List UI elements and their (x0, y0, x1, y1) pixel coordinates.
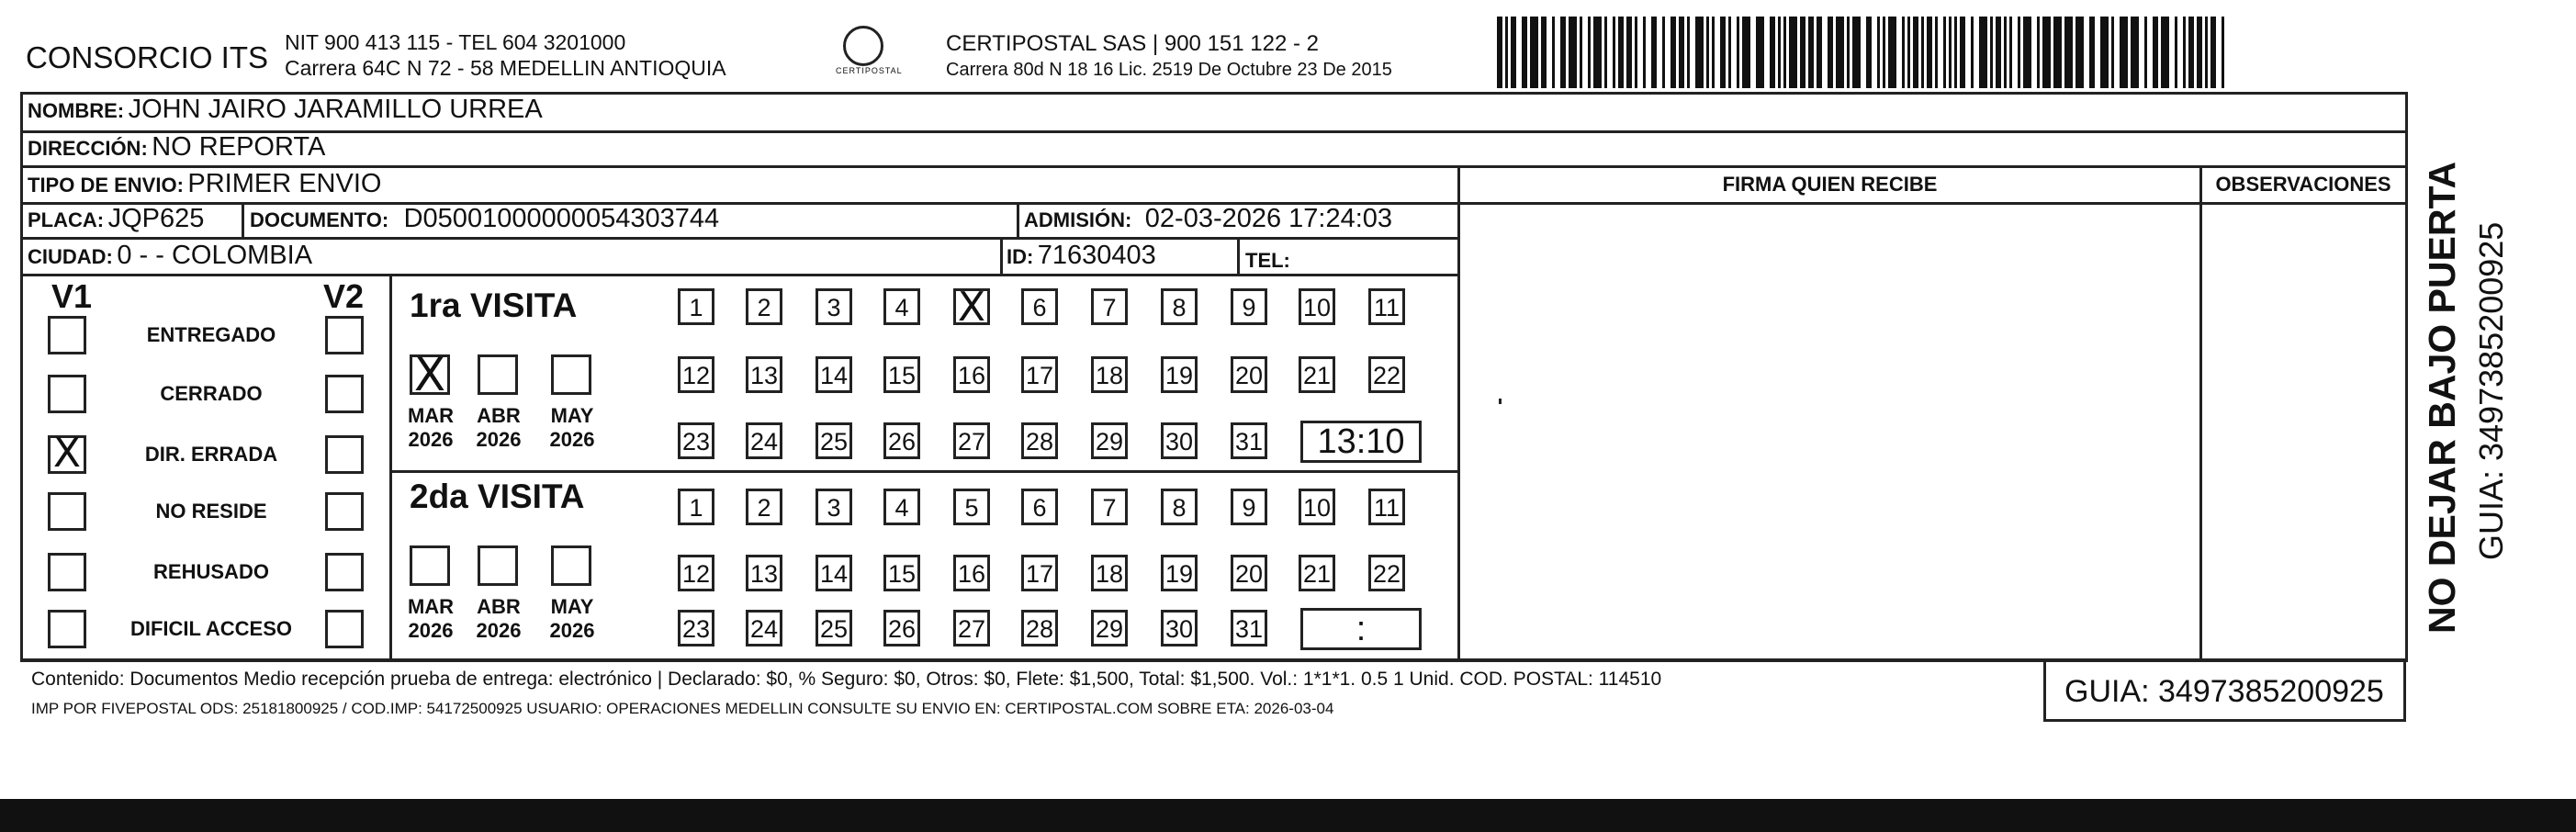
v2-header: V2 (323, 277, 365, 315)
footer-contents-line: Contenido: Documentos Medio recepción prueba de entrega: electrónico | Declarado: $0, % Seguro: $0, Otros: $0, Flete: $1,500, Total: $1,500. Vol.: 1*1*1. 0.5 1 Unid. COD. POSTAL: 114510 (31, 669, 1662, 690)
second-visit-month-label: MAY 2026 (549, 595, 595, 642)
barcode-bar (2188, 17, 2194, 88)
second-visit-day-box[interactable]: 11 (1368, 489, 1405, 525)
barcode-bar (1902, 17, 1905, 88)
barcode-bar (1706, 17, 1709, 88)
status-label: CERRADO (160, 382, 263, 405)
company-info (285, 29, 726, 81)
barcode-bar (1712, 17, 1715, 88)
first-visit-day-box[interactable]: 18 (1091, 356, 1128, 393)
barcode-bar (1580, 17, 1582, 88)
barcode-bar (1877, 17, 1880, 88)
barcode-bar (1847, 17, 1850, 88)
second-visit-day-box[interactable]: 31 (1231, 610, 1267, 646)
second-visit-day-box[interactable]: 18 (1091, 555, 1128, 591)
barcode-bar (2197, 17, 2202, 88)
first-visit-day-box[interactable]: 1 (678, 288, 714, 325)
nombre-value: JOHN JAIRO JARAMILLO URREA (128, 95, 543, 124)
placa-field (28, 204, 204, 234)
barcode-bar (2175, 17, 2177, 88)
second-visit-day-box[interactable]: 10 (1299, 489, 1335, 525)
documento-label: DOCUMENTO: (250, 208, 389, 231)
placa-value: JQP625 (107, 204, 205, 233)
barcode-bar (1720, 17, 1726, 88)
barcode-bar (2144, 17, 2147, 88)
second-visit-day-box[interactable]: 26 (883, 610, 920, 646)
first-visit-day-box[interactable]: 8 (1161, 288, 1198, 325)
logo-icon (843, 26, 883, 66)
bottom-edge-bar (0, 799, 2576, 832)
barcode-bar (1866, 17, 1872, 88)
v1-header: V1 (51, 277, 93, 315)
status-label: DIFICIL ACCESO (129, 617, 292, 640)
barcode-bar (1778, 17, 1781, 88)
first-visit-day-box[interactable]: 31 (1231, 422, 1267, 459)
barcode-bar (1888, 17, 1896, 88)
id-value: 71630403 (1037, 241, 1156, 270)
first-visit-month-checkbox[interactable]: X (410, 354, 450, 395)
first-visit-day-box[interactable]: 29 (1091, 422, 1128, 459)
first-visit-day-box[interactable]: 9 (1231, 288, 1267, 325)
second-visit-day-box[interactable]: 2 (746, 489, 782, 525)
barcode-bar (1604, 17, 1607, 88)
barcode-bar (2018, 17, 2020, 88)
barcode-bar (2004, 17, 2007, 88)
barcode-bar (1800, 17, 1805, 88)
first-visit-title: 1ra VISITA (410, 287, 578, 324)
first-visit-day-box[interactable]: 12 (678, 356, 714, 393)
documento-value: D05001000000054303744 (403, 204, 720, 233)
v1-checkbox[interactable] (48, 492, 86, 531)
barcode-bar (1979, 17, 1987, 88)
direccion-label: DIRECCIÓN: (28, 137, 148, 160)
carrier-name-line: CERTIPOSTAL SAS | 900 151 122 - 2 (946, 31, 1319, 56)
documento-field (250, 204, 719, 234)
first-visit-day-box[interactable]: 13 (746, 356, 782, 393)
barcode-bar (1569, 17, 1577, 88)
carrier-address-line: Carrera 80d N 18 16 Lic. 2519 De Octubre 23 De 2015 (946, 60, 1392, 80)
v1-checkbox[interactable] (48, 610, 86, 648)
barcode-bar (1943, 17, 1946, 88)
second-visit-day-box[interactable]: 25 (816, 610, 852, 646)
second-visit-day-box[interactable]: 1 (678, 489, 714, 525)
barcode-bar (2042, 17, 2051, 88)
first-visit-month-label: MAR 2026 (407, 404, 455, 451)
first-visit-month-checkbox[interactable] (551, 354, 591, 395)
status-label: DIR. ERRADA (144, 443, 278, 466)
barcode-bar (2009, 17, 2012, 88)
barcode-bar (1783, 17, 1786, 88)
first-visit-day-box[interactable]: 7 (1091, 288, 1128, 325)
second-visit-month-label: ABR 2026 (476, 595, 522, 642)
barcode-bar (2183, 17, 2186, 88)
barcode-bar (1497, 17, 1502, 88)
carrier-info (946, 31, 1392, 83)
barcode-bar (1670, 17, 1676, 88)
barcode-bar (1949, 17, 1952, 88)
direccion-row (28, 132, 325, 163)
barcode-bar (1852, 17, 1861, 88)
barcode-bar (1651, 17, 1657, 88)
tipo-envio-value: PRIMER ENVIO (187, 169, 382, 198)
first-visit-day-box[interactable]: 2 (746, 288, 782, 325)
first-visit-day-box[interactable]: 16 (953, 356, 990, 393)
barcode-bar (1996, 17, 2001, 88)
first-visit-day-box[interactable]: 28 (1021, 422, 1058, 459)
nombre-row (28, 95, 543, 125)
first-visit-day-box[interactable]: 22 (1368, 356, 1405, 393)
admision-value: 02-03-2026 17:24:03 (1144, 204, 1393, 233)
barcode-bar (1828, 17, 1833, 88)
first-visit-day-box[interactable]: 17 (1021, 356, 1058, 393)
logo-text: CERTIPOSTAL (836, 66, 903, 75)
barcode-bar (1971, 17, 1974, 88)
barcode-bar (1643, 17, 1646, 88)
status-label: ENTREGADO (146, 323, 276, 346)
first-visit-month-label: ABR 2026 (476, 404, 522, 451)
second-visit-month-checkbox[interactable] (410, 545, 450, 586)
second-visit-day-box[interactable]: 6 (1021, 489, 1058, 525)
barcode-bar (1927, 17, 1932, 88)
admision-field (1024, 204, 1392, 234)
barcode-bar (1836, 17, 1844, 88)
second-visit-day-box[interactable]: 28 (1021, 610, 1058, 646)
barcode-bar (1954, 17, 1957, 88)
v2-checkbox[interactable] (325, 610, 364, 648)
second-visit-day-box[interactable]: 16 (953, 555, 990, 591)
tel-label: TEL: (1245, 249, 1290, 272)
ciudad-label: CIUDAD: (28, 245, 113, 268)
v1-checkbox[interactable]: X (48, 435, 86, 474)
first-visit-day-box[interactable]: 20 (1231, 356, 1267, 393)
barcode-bar (2210, 17, 2216, 88)
first-visit-day-box[interactable]: 19 (1161, 356, 1198, 393)
second-visit-day-box[interactable]: 27 (953, 610, 990, 646)
second-visit-day-box[interactable]: 13 (746, 555, 782, 591)
barcode-bar (2120, 17, 2128, 88)
second-visit-day-box[interactable]: 15 (883, 555, 920, 591)
firma-header: FIRMA QUIEN RECIBE (1722, 173, 1938, 196)
second-visit-day-box[interactable]: 8 (1161, 489, 1198, 525)
barcode-bar (1907, 17, 1910, 88)
second-visit-day-box[interactable]: 12 (678, 555, 714, 591)
tel-field (1245, 244, 1290, 275)
placa-label: PLACA: (28, 208, 105, 231)
first-visit-day-box[interactable]: 24 (746, 422, 782, 459)
first-visit-day-box[interactable]: 21 (1299, 356, 1335, 393)
second-visit-day-box[interactable]: 23 (678, 610, 714, 646)
barcode-bar (1883, 17, 1885, 88)
second-visit-day-box[interactable]: 9 (1231, 489, 1267, 525)
barcode-bar (1662, 17, 1665, 88)
barcode-bar (1817, 17, 1822, 88)
barcode-bar (1530, 17, 1538, 88)
barcode-bar (2075, 17, 2084, 88)
status-label: NO RESIDE (155, 500, 267, 523)
barcode-bar (1522, 17, 1527, 88)
first-visit-month-checkbox[interactable] (478, 354, 518, 395)
second-visit-day-box[interactable]: 3 (816, 489, 852, 525)
company-address-line: Carrera 64C N 72 - 58 MEDELLIN ANTIOQUIA (285, 56, 726, 80)
first-visit-day-box[interactable]: 3 (816, 288, 852, 325)
second-visit-day-box[interactable]: 4 (883, 489, 920, 525)
v1-checkbox[interactable] (48, 316, 86, 354)
barcode-bar (2205, 17, 2208, 88)
second-visit-month-checkbox[interactable] (478, 545, 518, 586)
tipo-envio-label: TIPO DE ENVIO: (28, 174, 184, 197)
first-visit-day-box[interactable]: 26 (883, 422, 920, 459)
barcode-bar (1789, 17, 1797, 88)
observaciones-header: OBSERVACIONES (2215, 173, 2391, 196)
second-visit-time-box[interactable]: : (1300, 608, 1422, 650)
footer-guia: GUIA: 3497385200925 (2064, 674, 2384, 709)
first-visit-time-box[interactable]: 13:10 (1300, 421, 1422, 463)
company-nit-line: NIT 900 413 115 - TEL 604 3201000 (285, 30, 626, 54)
status-label: REHUSADO (153, 560, 269, 583)
ciudad-field (28, 241, 312, 271)
signature-mark (1499, 399, 1502, 404)
barcode-bar (2161, 17, 2169, 88)
first-visit-day-box[interactable]: 14 (816, 356, 852, 393)
barcode-bar (2023, 17, 2031, 88)
barcode (1497, 17, 2227, 88)
barcode-bar (1635, 17, 1637, 88)
barcode-bar (1921, 17, 1924, 88)
barcode-bar (1687, 17, 1690, 88)
barcode-bar (2089, 17, 2095, 88)
first-visit-day-box[interactable]: 27 (953, 422, 990, 459)
first-visit-day-box[interactable] (953, 284, 990, 331)
v1-checkbox[interactable] (48, 553, 86, 591)
second-visit-day-box[interactable]: 29 (1091, 610, 1128, 646)
barcode-bar (1679, 17, 1684, 88)
second-visit-month-label: MAR 2026 (407, 595, 455, 642)
barcode-bar (1990, 17, 1993, 88)
v2-checkbox[interactable] (325, 553, 364, 591)
second-visit-day-box[interactable]: 19 (1161, 555, 1198, 591)
barcode-bar (1756, 17, 1764, 88)
second-visit-day-box[interactable]: 30 (1161, 610, 1198, 646)
first-visit-day-box[interactable]: 10 (1299, 288, 1335, 325)
barcode-bar (2153, 17, 2158, 88)
barcode-bar (1511, 17, 1516, 88)
barcode-bar (1588, 17, 1591, 88)
barcode-bar (2064, 17, 2073, 88)
first-visit-day-box[interactable]: 11 (1368, 288, 1405, 325)
second-visit-day-box[interactable]: 20 (1231, 555, 1267, 591)
barcode-bar (1808, 17, 1814, 88)
first-visit-day-box[interactable]: 23 (678, 422, 714, 459)
nombre-label: NOMBRE: (28, 99, 125, 122)
v2-checkbox[interactable] (325, 375, 364, 413)
ciudad-value: 0 - - COLOMBIA (117, 241, 313, 270)
barcode-bar (2111, 17, 2114, 88)
barcode-bar (2222, 17, 2224, 88)
barcode-bar (1742, 17, 1750, 88)
v2-checkbox[interactable] (325, 316, 364, 354)
barcode-bar (1728, 17, 1731, 88)
second-visit-day-box[interactable]: 5 (953, 489, 990, 525)
barcode-bar (1737, 17, 1739, 88)
second-visit-day-box[interactable]: 22 (1368, 555, 1405, 591)
side-guia: GUIA: 3497385200925 (2472, 221, 2510, 560)
second-visit-month-checkbox[interactable] (551, 545, 591, 586)
id-label: ID: (1007, 245, 1034, 268)
barcode-bar (1560, 17, 1566, 88)
certipostal-logo (836, 26, 903, 90)
first-visit-day-box[interactable]: 25 (816, 422, 852, 459)
barcode-bar (2037, 17, 2040, 88)
second-visit-day-box[interactable]: 24 (746, 610, 782, 646)
first-visit-day-box[interactable]: 15 (883, 356, 920, 393)
v2-checkbox[interactable] (325, 435, 364, 474)
direccion-value: NO REPORTA (152, 132, 326, 162)
barcode-bar (1593, 17, 1602, 88)
admision-label: ADMISIÓN: (1024, 208, 1132, 231)
barcode-bar (2053, 17, 2062, 88)
second-visit-day-box[interactable]: 17 (1021, 555, 1058, 591)
barcode-bar (2131, 17, 2139, 88)
footer-imp-line: IMP POR FIVEPOSTAL ODS: 25181800925 / COD.IMP: 54172500925 USUARIO: OPERACIONES MEDELLIN CONSULTE SU ENVIO EN: CERTIPOSTAL.COM SOBRE ETA: 2026-03-04 (31, 700, 1334, 717)
barcode-bar (1626, 17, 1632, 88)
barcode-bar (1618, 17, 1624, 88)
day-check-mark: X (957, 284, 986, 331)
first-visit-day-box[interactable]: 30 (1161, 422, 1198, 459)
barcode-bar (1770, 17, 1775, 88)
first-visit-day-box[interactable]: 6 (1021, 288, 1058, 325)
second-visit-day-box[interactable]: 14 (816, 555, 852, 591)
barcode-bar (1960, 17, 1965, 88)
v1-checkbox[interactable] (48, 375, 86, 413)
side-warning: NO DEJAR BAJO PUERTA (2421, 161, 2463, 634)
v2-checkbox[interactable] (325, 492, 364, 531)
first-visit-day-box[interactable]: 4 (883, 288, 920, 325)
second-visit-title: 2da VISITA (410, 478, 585, 515)
barcode-bar (1552, 17, 1555, 88)
second-visit-day-box[interactable]: 21 (1299, 555, 1335, 591)
barcode-bar (1541, 17, 1547, 88)
barcode-bar (1913, 17, 1918, 88)
barcode-bar (1695, 17, 1704, 88)
id-field (1007, 241, 1156, 271)
barcode-bar (1505, 17, 1508, 88)
barcode-bar (1613, 17, 1615, 88)
second-visit-day-box[interactable]: 7 (1091, 489, 1128, 525)
tipo-envio-row (28, 169, 381, 199)
barcode-bar (2100, 17, 2109, 88)
barcode-bar (1935, 17, 1938, 88)
first-visit-month-label: MAY 2026 (549, 404, 595, 451)
company-name: CONSORCIO ITS (26, 40, 269, 74)
